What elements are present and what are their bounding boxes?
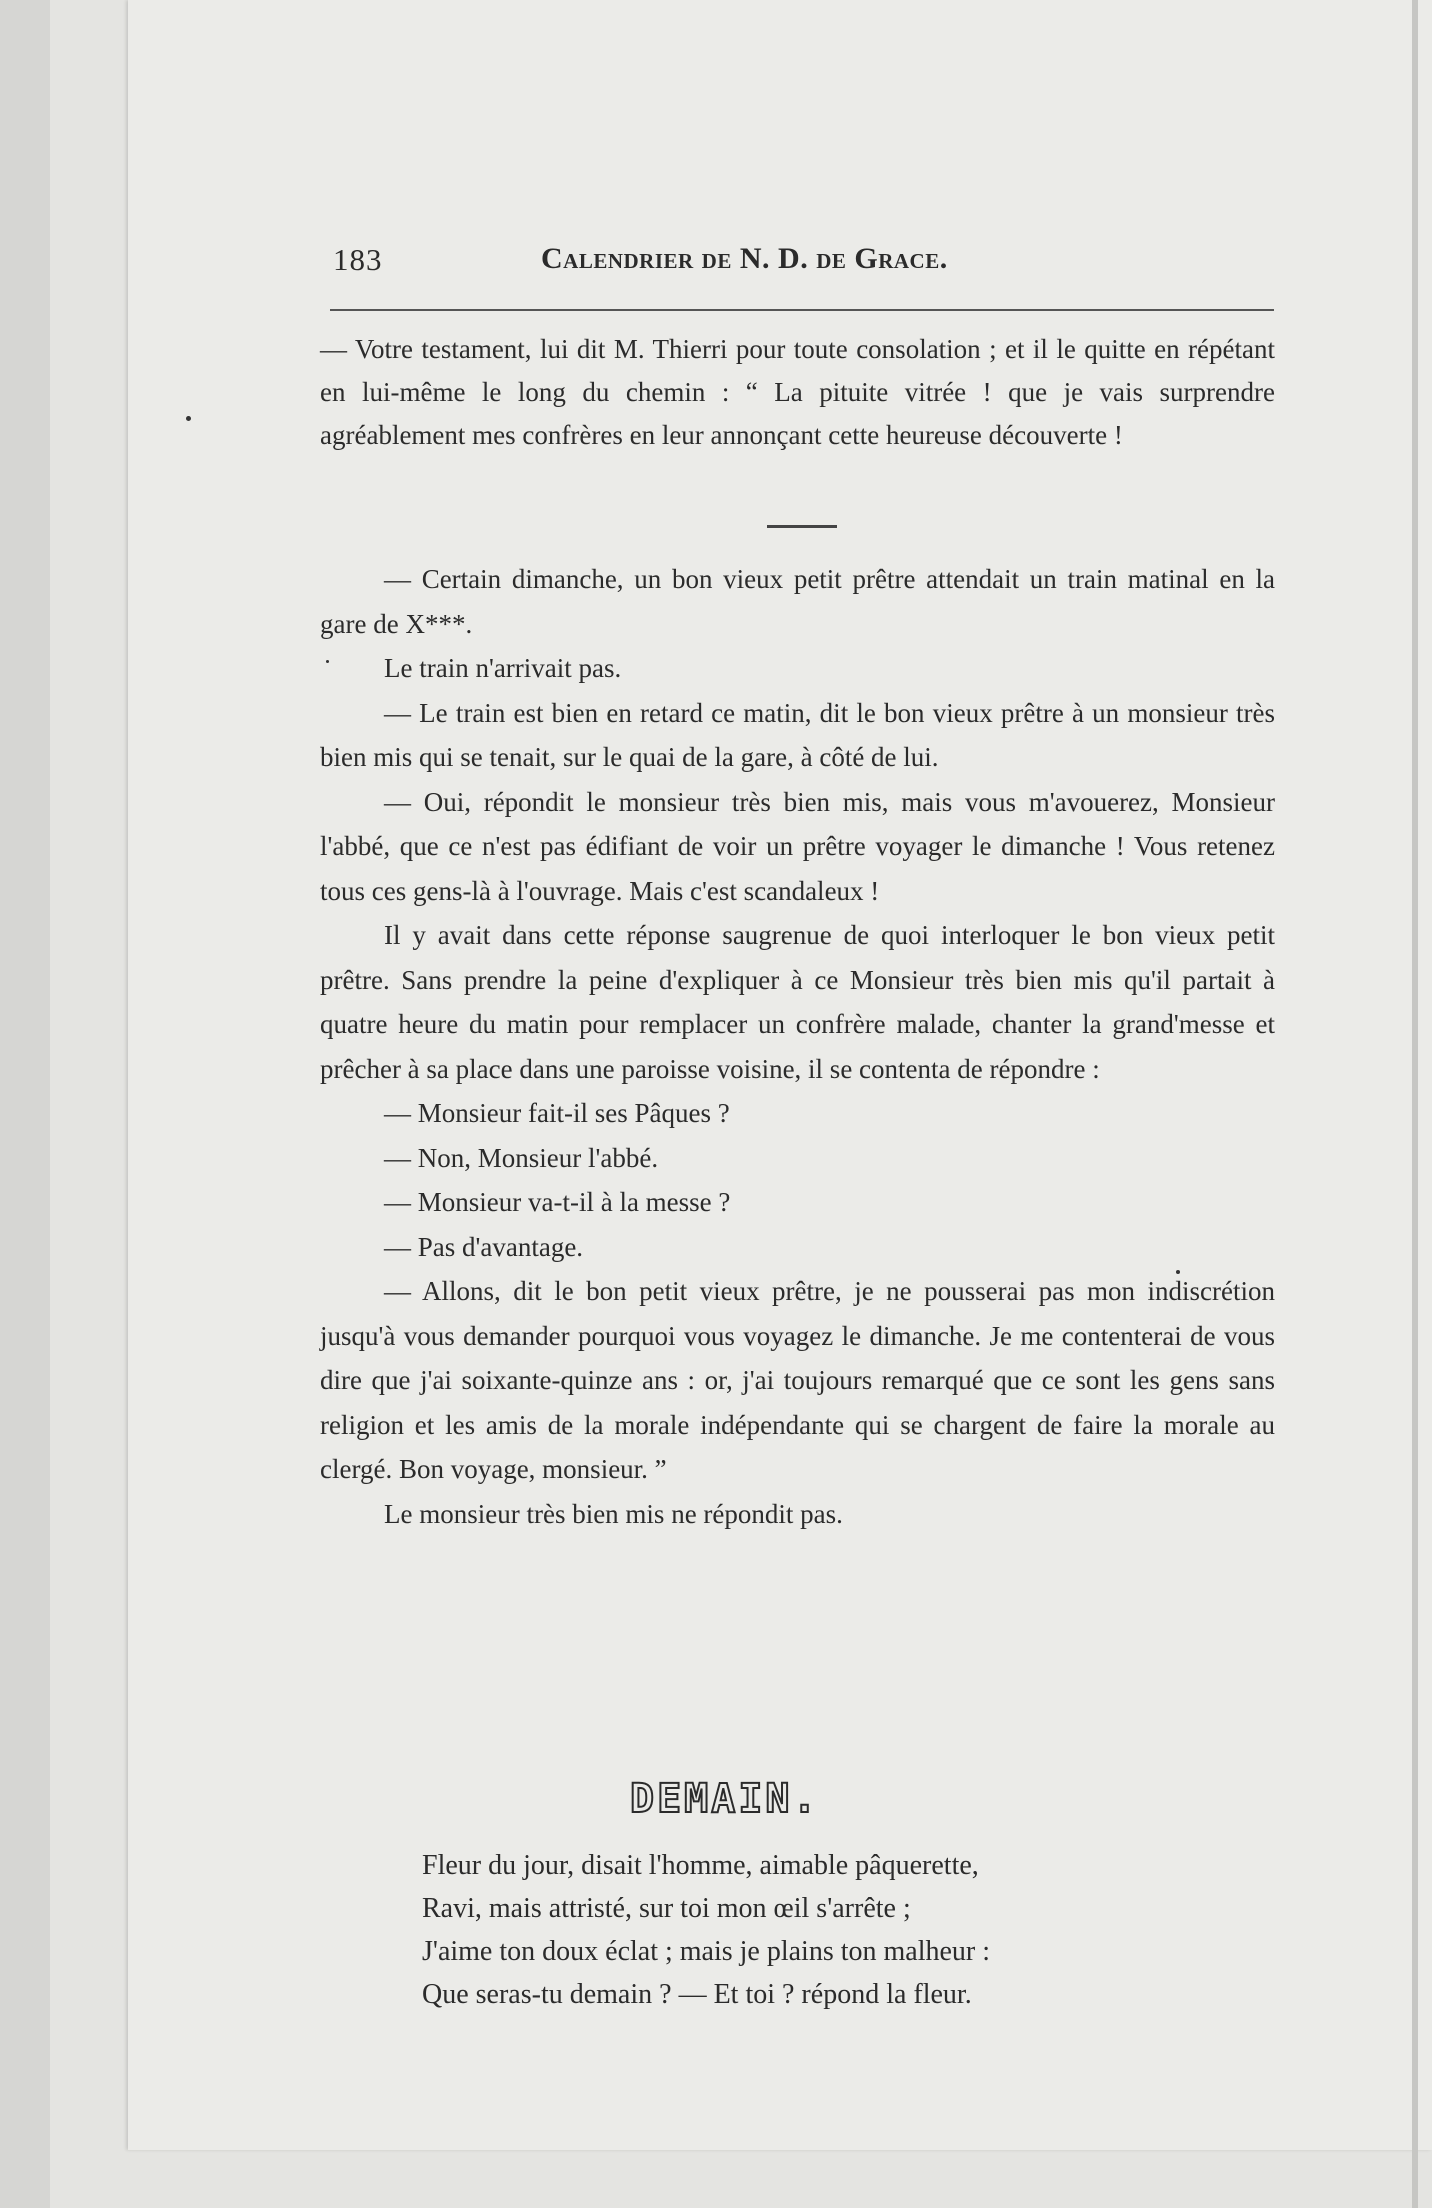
- section-separator: [767, 525, 837, 528]
- page-header: [333, 242, 1273, 294]
- paragraph: — Monsieur fait-il ses Pâques ?: [384, 1098, 730, 1128]
- paragraph: Il y avait dans cette réponse saugrenue de quoi interloquer le bon vieux petit prêtre. Sans prendre la peine d'expliquer à ce Monsieur très bien mis qu'il partait à quatre heure du matin pour remplacer un confrère malade, chanter la grand'messe et prêcher à sa place dans une paroisse voisine, il se contenta de répondre :: [320, 920, 1275, 1084]
- poem-line: Ravi, mais attristé, sur toi mon œil s'arrête ;: [422, 1893, 911, 1924]
- running-title: Calendrier de N. D. de Grace.: [541, 242, 948, 275]
- scan-speck: [1176, 1270, 1180, 1274]
- anecdote-block: [320, 557, 1275, 1536]
- paragraph: — Oui, répondit le monsieur très bien mis, mais vous m'avouerez, Monsieur l'abbé, que ce n'est pas édifiant de voir un prêtre voyager le dimanche ! Vous retenez tous ces gens-là à l'ouvrage. Mais c'est scandaleux !: [320, 786, 1275, 906]
- scan-speck: [186, 416, 191, 421]
- paragraph: — Le train est bien en retard ce matin, dit le bon vieux prêtre à un monsieur très bien mis qui se tenait, sur le quai de la gare, à côté de lui.: [320, 697, 1275, 772]
- paragraph: — Non, Monsieur l'abbé.: [384, 1142, 659, 1173]
- paragraph: Le monsieur très bien mis ne répondit pas.: [384, 1498, 843, 1529]
- paragraph: — Monsieur va-t-il à la messe ?: [384, 1187, 731, 1217]
- paragraph: — Certain dimanche, un bon vieux petit prêtre attendait un train matinal en la gare de X***.: [320, 564, 1275, 639]
- page-edge-shadow: [1412, 0, 1418, 2208]
- page-number: 183: [333, 242, 383, 277]
- opening-paragraph-block: [320, 328, 1275, 457]
- scan-speck: [326, 660, 329, 663]
- paragraph: Le train n'arrivait pas.: [384, 653, 622, 683]
- paragraph: — Pas d'avantage.: [384, 1231, 584, 1262]
- poem: [422, 1844, 1182, 2016]
- paragraph: — Votre testament, lui dit M. Thierri pour toute consolation ; et il le quitte en répétant en lui-même le long du chemin : “ La pituite vitrée ! que je vais surprendre agréablement mes confrères en leur annonçant cette heureuse découverte !: [320, 334, 1275, 450]
- poem-line: Que seras-tu demain ? — Et toi ? répond la fleur.: [422, 1979, 972, 2010]
- poem-line: Fleur du jour, disait l'homme, aimable pâquerette,: [422, 1850, 979, 1881]
- paragraph: — Allons, dit le bon petit vieux prêtre, je ne pousserai pas mon indiscrétion jusqu'à vous demander pourquoi vous voyagez le dimanche. Je me contenterai de vous dire que j'ai soixante-quinze ans : or, j'ai toujours remarqué que ce sont les gens sans religion et les amis de la morale indépendante qui se chargent de faire la morale au clergé. Bon voyage, monsieur. ”: [320, 1276, 1275, 1484]
- header-rule: [330, 309, 1274, 311]
- poem-title: DEMAIN.: [630, 1776, 820, 1822]
- poem-line: J'aime ton doux éclat ; mais je plains ton malheur :: [422, 1936, 991, 1967]
